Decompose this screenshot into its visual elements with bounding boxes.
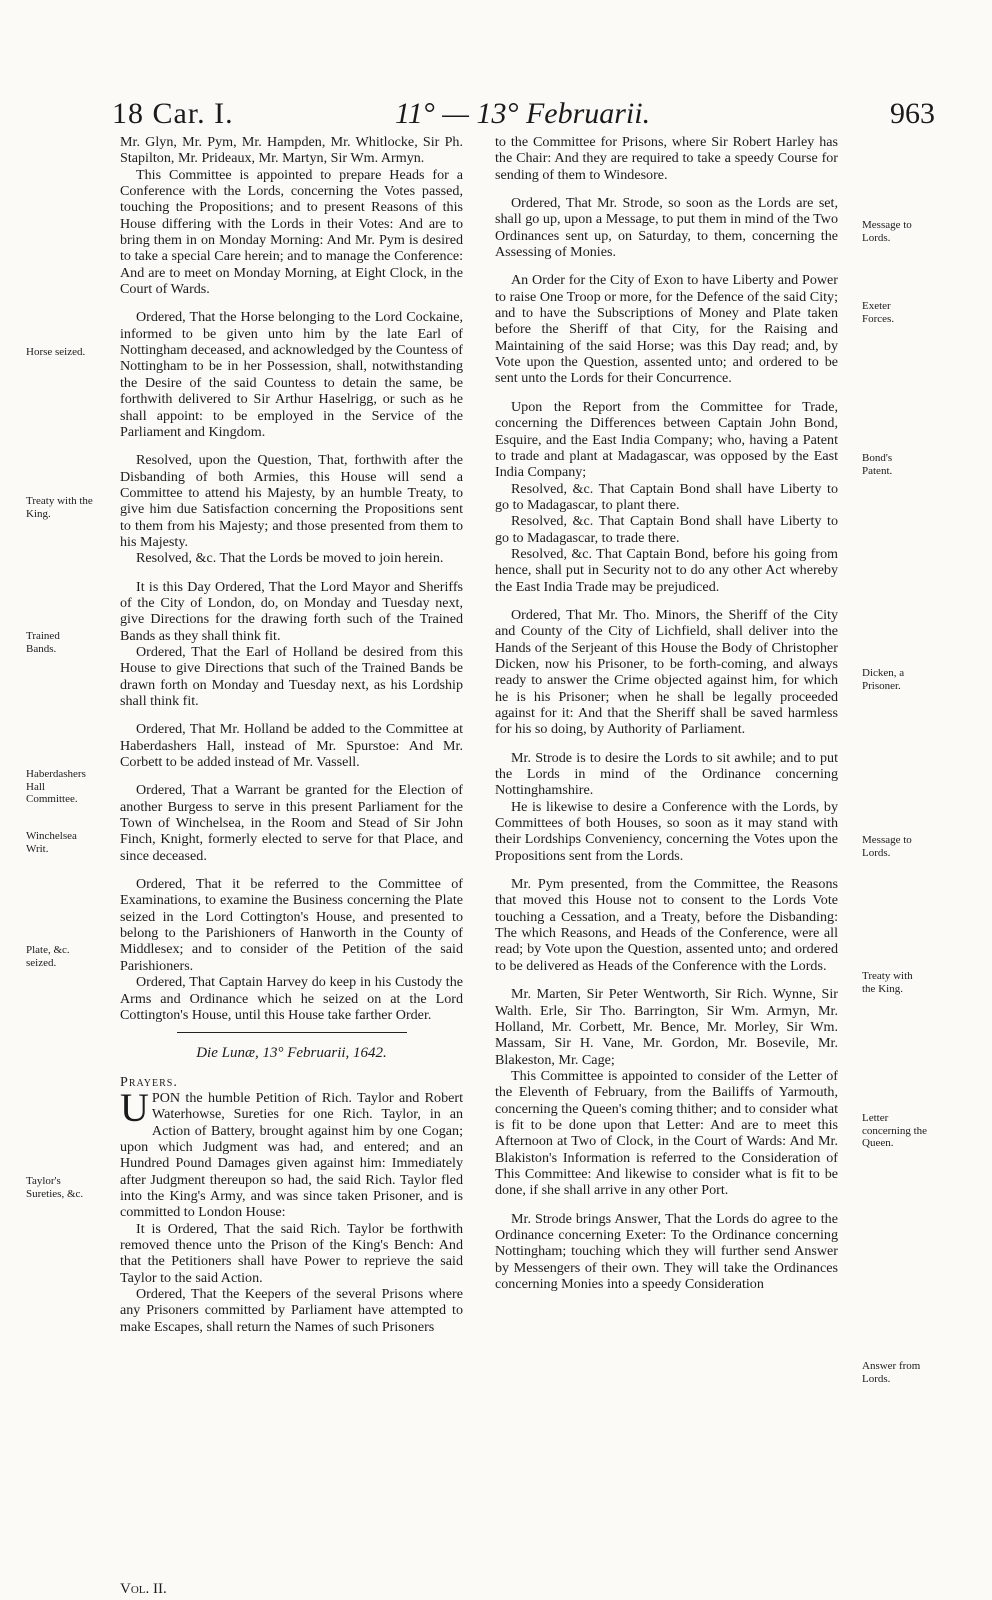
margin-note: Message to Lords. xyxy=(862,834,912,859)
paragraph: Resolved, &c. That Captain Bond shall have Liberty to go to Madagascar, to plant there. xyxy=(495,480,838,513)
paragraph: Ordered, That Mr. Holland be added to the Committee at Haberdashers Hall, instead of Mr. Spurstoe: And Mr. Corbett to be added instead of Mr. Vassell. xyxy=(120,721,463,771)
header-regnal-year: 18 Car. I. xyxy=(112,97,234,130)
margin-note: Answer from Lords. xyxy=(862,1360,921,1385)
paragraph: It is this Day Ordered, That the Lord Mayor and Sheriffs of the City of London, do, on Monday and Tuesday next, give Directions for the drawing forth such of the Trained Bands as they shall think fit. xyxy=(120,578,463,644)
committee-members: Mr. Glyn, Mr. Pym, Mr. Hampden, Mr. Whitlocke, Sir Ph. Stapilton, Mr. Prideaux, Mr. Martyn, Sir Wm. Armyn. xyxy=(120,134,463,167)
paragraph: Upon the Report from the Committee for Trade, concerning the Differences between Captain John Bond, Esquire, and the East India Company; who, having a Patent to trade and plant at Madagascar, was opposed by the East India Company; xyxy=(495,398,838,481)
margin-note: Winchelsea Writ. xyxy=(26,830,77,855)
paragraph: to the Committee for Prisons, where Sir Robert Harley has the Chair: And they are required to take a speedy Course for sending of them to Windesore. xyxy=(495,134,838,183)
margin-note: Dicken, a Prisoner. xyxy=(862,667,905,692)
margin-note: Treaty with the King. xyxy=(862,970,913,995)
paragraph: Resolved, upon the Question, That, forthwith after the Disbanding of both Armies, this House will send a Committee to attend his Majesty, by an humble Treaty, to give him due Satisfaction concerning the Propositions sent to them from his Majesty; and those presented from them to his Majesty. xyxy=(120,452,463,550)
running-header xyxy=(0,96,992,136)
paragraph: Resolved, &c. That Captain Bond shall have Liberty to go to Madagascar, to trade there. xyxy=(495,513,838,546)
margin-note: Plate, &c. seized. xyxy=(26,944,70,969)
header-dates: 11° — 13° Februarii. xyxy=(395,97,651,130)
paragraph: It is Ordered, That the said Rich. Taylor be forthwith removed thence unto the Prison of the King's Bench: And that the Petitioners shall have Power to reprieve the said Taylor to the said Action. xyxy=(120,1220,463,1286)
paragraph: Ordered, That the Horse belonging to the Lord Cockaine, informed to be given unto him by the late Earl of Nottingham deceased, and acknowledged by the Countess of Nottingham to be in her Possession, shall, notwithstanding the Desire of the said Countess to detain the same, be forthwith delivered to Sir Arthur Haselrigg, or such as he shall appoint: to be employed in the Service of the Parliament and Kingdom. xyxy=(120,309,463,440)
paragraph: Ordered, That Captain Harvey do keep in his Custody the Arms and Ordinance which he seized on at the Lord Cottington's House, until this House take farther Order. xyxy=(120,974,463,1023)
paragraph: UPON the humble Petition of Rich. Taylor and Robert Waterhowse, Sureties for one Rich. Taylor, in an Action of Battery, brought against him by one Cogan; upon which Judgment was had, and entered; and an Hundred Pound Damages given against him: Immediately after Judgment thereupon so had, the said Rich. Taylor fled into the King's Army, and was since taken Prisoner, and is committed to London House: xyxy=(120,1084,463,1221)
page-number: 963 xyxy=(890,97,935,130)
paragraph: Ordered, That it be referred to the Committee of Examinations, to examine the Business concerning the Plate seized in the Lord Cottington's House, and presented to belong to the Parishioners of Hanworth in the County of Middlesex; and to consider of the Petition of the said Parishioners. xyxy=(120,876,463,974)
prayers-heading: Prayers. xyxy=(120,1073,178,1090)
paragraph: Ordered, That a Warrant be granted for the Election of another Burgess to serve in this present Parliament for the Town of Winchelsea, in the Room and Stead of Sir John Finch, Knight, formerly elected to serve for that Place, and since deceased. xyxy=(120,782,463,864)
right-column xyxy=(495,134,838,1292)
paragraph: An Order for the City of Exon to have Liberty and Power to raise One Troop or more, for the Defence of the said City; and to have the Subscriptions of Money and Plate taken before the Sheriff of that City, for the Raising and Maintaining of the said Horse; was this Day read; and, by Vote upon the Question, assented unto; and ordered to be sent unto the Lords for their Concurrence. xyxy=(495,272,838,387)
date-heading: Die Lunæ, 13° Februarii, 1642. xyxy=(196,1045,387,1062)
margin-note: Haberdashers Hall Committee. xyxy=(26,768,86,805)
margin-note: Treaty with the King. xyxy=(26,495,93,520)
paragraph: This Committee is appointed to prepare Heads for a Conference with the Lords, concerning the Votes passed, touching the Propositions; and to present Reasons of this House differing with the Lords in their Votes: And are to bring them in on Monday Morning: And Mr. Pym is desired to take a special Care herein; and to manage the Conference: And are to meet on Monday Morning, at Eight Clock, in the Court of Wards. xyxy=(120,166,463,298)
margin-note: Letter concerning the Queen. xyxy=(862,1112,928,1149)
paragraph: Resolved, &c. That the Lords be moved to join herein. xyxy=(136,550,444,567)
committee-members: Mr. Marten, Sir Peter Wentworth, Sir Rich. Wynne, Sir Walth. Erle, Sir Tho. Barrington, Sir Wm. Armyn, Mr. Holland, Mr. Corbett, Mr. Bence, Mr. Morley, Sir Wm. Massam, Sir H. Vane, Mr. Gordon, Mr. Bosevile, Mr. Blakeston, Mr. Cage; xyxy=(495,986,838,1068)
paragraph: Ordered, That the Earl of Holland be desired from this House to give Directions that such of the Trained Bands be drawn forth on Monday and Tuesday next, as his Lordship shall think fit. xyxy=(120,643,463,709)
paragraph: He is likewise to desire a Conference with the Lords, by Committees of both Houses, so soon as it may stand with their Lordships Conveniency, concerning the Votes upon the Propositions sent from the Lords. xyxy=(495,798,838,864)
left-column xyxy=(120,134,463,1335)
paragraph: Mr. Pym presented, from the Committee, the Reasons that moved this House not to consent to the Lords Vote touching a Cessation, and a Treaty, before the Disbanding: The which Reasons, and Heads of the Conference, were all read; by Vote upon the Question, assented unto; and ordered to be delivered as Heads of the Conference with the Lords. xyxy=(495,876,838,974)
margin-note: Message to Lords. xyxy=(862,219,912,244)
paragraph: Ordered, That Mr. Strode, so soon as the Lords are set, shall go up, upon a Message, to put them in mind of the Two Ordinances sent up, on Saturday, to them, concerning the Assessing of Monies. xyxy=(495,195,838,261)
paragraph: Ordered, That Mr. Tho. Minors, the Sheriff of the City and County of the City of Lichfield, shall deliver into the Hands of the Serjeant of this House the Body of Christopher Dicken, now his Prisoner, to be forth-coming, and always ready to answer the Crime objected against him, for which he is his Prisoner; when he shall be legally proceeded against for it: And that the Sheriff shall be saved harmless for his so doing, by Authority of Parliament. xyxy=(495,606,838,738)
margin-note: Exeter Forces. xyxy=(862,300,895,325)
margin-note: Trained Bands. xyxy=(26,630,60,655)
paragraph: Resolved, &c. That Captain Bond, before his going from hence, shall put in Security not to do any other Act whereby the East India Trade may be prejudiced. xyxy=(495,545,838,595)
margin-note: Taylor's Sureties, &c. xyxy=(26,1175,84,1200)
section-rule xyxy=(120,1027,463,1037)
paragraph: Ordered, That the Keepers of the several Prisons where any Prisoners committed by Parliament have attempted to make Escapes, shall return the Names of such Prisoners xyxy=(120,1286,463,1335)
paragraph: Mr. Strode is to desire the Lords to sit awhile; and to put the Lords in mind of the Ordinance concerning Nottinghamshire. xyxy=(495,749,838,799)
paragraph: Mr. Strode brings Answer, That the Lords do agree to the Ordinance concerning Exeter: To the Ordinance concerning Nottingham; touching which they will further send Answer by Messengers of their own. They will take the Ordinances concerning Monies into a speedy Consideration xyxy=(495,1210,838,1292)
margin-note: Bond's Patent. xyxy=(862,452,893,477)
paragraph: This Committee is appointed to consider of the Letter of the Eleventh of February, from the Bailiffs of Yarmouth, concerning the Queen's coming thither; and to consider what is fit to be done upon that Letter: And are to meet this Afternoon at Two of Clock, in the Court of Wards: And Mr. Blakiston's Information is referred to the Consideration of This Committee: And likewise to consider what is fit to be done, if she shall arrive in any other Port. xyxy=(495,1067,838,1199)
margin-note: Horse seized. xyxy=(26,346,86,358)
volume-signature: Vol. II. xyxy=(120,1581,167,1597)
drop-cap: U xyxy=(120,1084,149,1130)
